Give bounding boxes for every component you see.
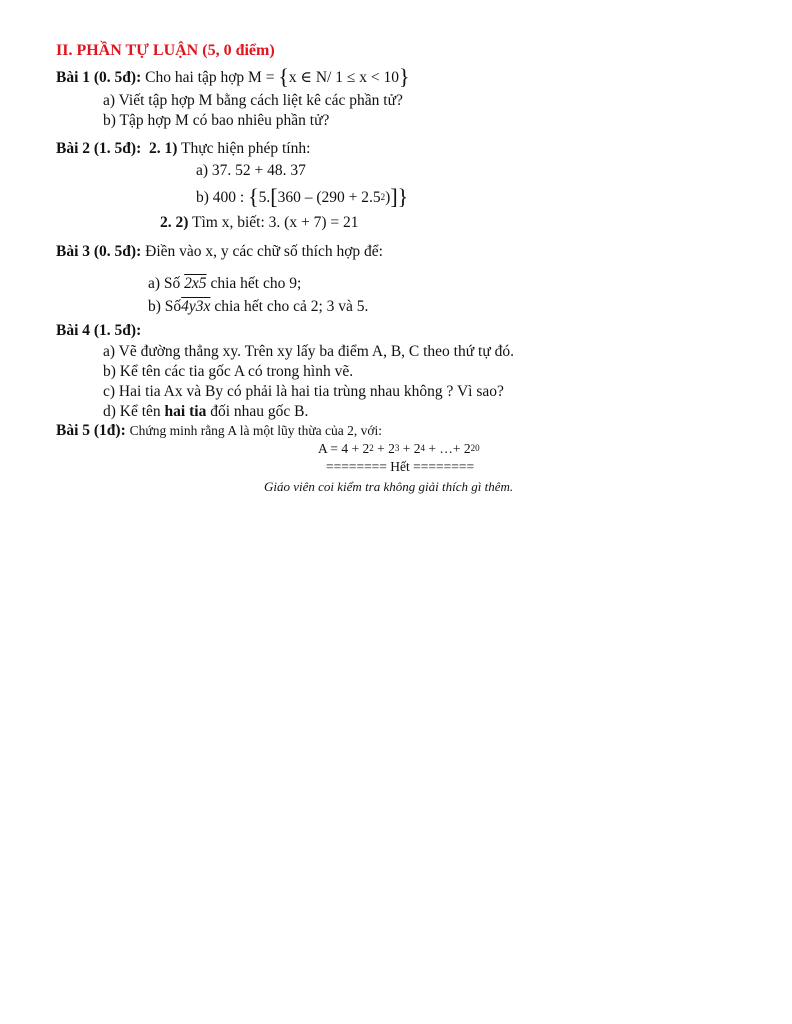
bai5-label: Bài 5 (1đ): (56, 422, 126, 439)
bai1-set-content: x ∈ N/ 1 ≤ x < 10 (288, 69, 399, 86)
bai2-b-expr-3: ) (385, 189, 391, 206)
bai2-b-brace-open: { (248, 184, 259, 209)
bai1-intro: Cho hai tập hợp (145, 69, 245, 86)
bai2-b (196, 186, 408, 208)
bai2-part2-text: Tìm x, biết: 3. (x + 7) = 21 (192, 214, 359, 231)
bai2-a: a) 37. 52 + 48. 37 (196, 162, 306, 179)
bai4-c: c) Hai tia Ax và By có phải là hai tia trùng nhau không ? Vì sao? (103, 383, 504, 400)
bai2-part2 (160, 214, 358, 232)
formula-exp-1: 2 (369, 443, 374, 453)
bai2-b-expr-2: 360 – (290 + 2.5 (277, 189, 381, 206)
bai3-a-number: 2x5 (184, 275, 207, 292)
bai2-line (56, 140, 310, 158)
bai2-b-prefix: b) 400 : (196, 189, 245, 206)
bai4-label: Bài 4 (1. 5đ): (56, 322, 142, 339)
bai1-line (56, 66, 410, 87)
bai4-d-bold: hai tia (164, 403, 207, 420)
bai3-b-prefix: b) Số (148, 298, 182, 315)
formula-exp-2: 3 (394, 443, 400, 453)
bai5-line (56, 422, 382, 440)
section-title: II. PHẦN TỰ LUẬN (5, 0 điểm) (56, 42, 275, 59)
bai4-d (103, 403, 308, 421)
bai2-b-bracket-close: ] (390, 184, 398, 209)
bai3-intro: Điền vào x, y các chữ số thích hợp để: (145, 243, 383, 260)
bai2-b-exp: 2 (380, 192, 386, 202)
bai3-label: Bài 3 (0. 5đ): (56, 243, 142, 260)
bai1-a: a) Viết tập hợp M bằng cách liệt kê các phần tử? (103, 92, 403, 109)
formula-term-3: + 2 (399, 441, 421, 456)
formula-term-2: + 2 (373, 441, 395, 456)
formula-exp-3: 4 (420, 443, 425, 453)
bai5-text: Chứng minh rằng A là một lũy thừa của 2, với: (129, 423, 382, 438)
bai5-formula (318, 440, 480, 459)
end-marker: ======== Hết ======== (326, 459, 475, 474)
bai3-b-number: 4y3x (181, 298, 211, 315)
bai3-line (56, 243, 383, 261)
bai2-label: Bài 2 (1. 5đ): (56, 140, 142, 157)
bai1-b: b) Tập hợp M có bao nhiêu phần tử? (103, 112, 330, 129)
bai3-a (148, 275, 301, 293)
bai1-label: Bài 1 (0. 5đ): (56, 69, 142, 86)
formula-term-4: + …+ 2 (424, 441, 471, 456)
bai3-a-prefix: a) Số (148, 275, 181, 292)
bai2-b-bracket-open: [ (270, 184, 278, 209)
formula-prefix: A = 4 + 2 (318, 441, 370, 456)
bai4-d-suffix: đối nhau gốc B. (210, 403, 309, 420)
bai2-b-brace-close: } (397, 184, 409, 209)
bai4-d-prefix: d) Kể tên (103, 403, 161, 420)
bai4-a: a) Vẽ đường thẳng xy. Trên xy lấy ba điểm A, B, C theo thứ tự đó. (103, 343, 514, 360)
formula-exp-4: 20 (470, 443, 480, 453)
bai3-b (148, 298, 368, 316)
bai3-a-suffix: chia hết cho 9; (210, 275, 302, 292)
footer-note: Giáo viên coi kiểm tra không giải thích gì thêm. (264, 479, 514, 494)
bai1-set-name: M = (248, 69, 275, 86)
bai1-set-close: } (399, 64, 410, 89)
bai1-set-open: { (278, 64, 289, 89)
bai4-b: b) Kể tên các tia gốc A có trong hình vẽ. (103, 363, 354, 380)
bai2-part2-label: 2. 2) (160, 214, 189, 231)
bai2-part1-label: 2. 1) (149, 140, 178, 157)
bai3-b-suffix: chia hết cho cả 2; 3 và 5. (214, 298, 369, 315)
bai2-b-expr-1: 5. (258, 189, 271, 206)
bai2-part1-text: Thực hiện phép tính: (181, 140, 311, 157)
